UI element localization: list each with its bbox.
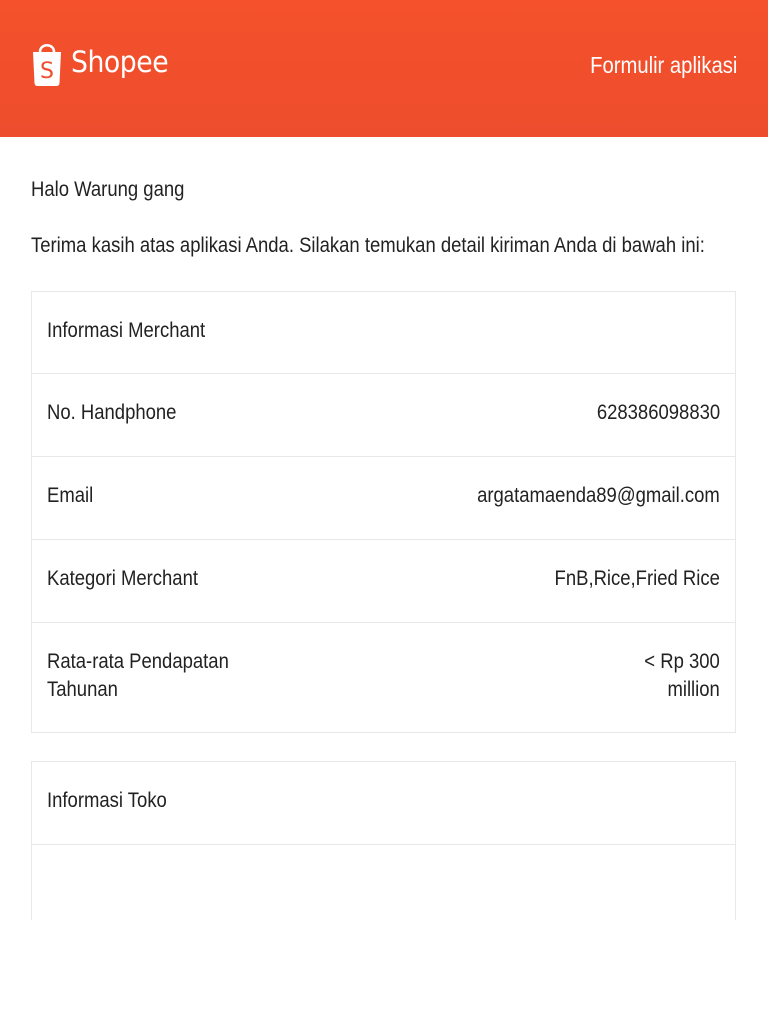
page-bottom-blank — [0, 920, 768, 1024]
store-row-empty — [32, 845, 735, 931]
svg-text:S: S — [40, 59, 54, 84]
section-title: Informasi Toko — [47, 789, 167, 812]
detail-row-revenue — [32, 623, 735, 733]
store-info-card — [31, 761, 736, 931]
row-value: FnB,Rice,Fried Rice — [554, 567, 720, 590]
page-title: Formulir aplikasi — [589, 52, 737, 78]
intro-text: Terima kasih atas aplikasi Anda. Silakan temukan detail kiriman Anda di bawah ini: — [31, 234, 705, 257]
header-bar — [0, 0, 768, 137]
detail-row-category — [32, 540, 735, 623]
row-value: 628386098830 — [596, 401, 720, 424]
row-value-email-link[interactable]: argatamaenda89@gmail.com — [477, 484, 720, 507]
detail-row-phone — [32, 374, 735, 457]
row-value-line: < Rp 300 — [644, 650, 720, 673]
shopee-logo[interactable] — [31, 36, 177, 88]
merchant-info-card — [31, 291, 736, 733]
row-label — [47, 648, 229, 704]
row-label-line: Tahunan — [47, 678, 118, 701]
section-title: Informasi Merchant — [47, 319, 206, 342]
row-label: No. Handphone — [47, 401, 177, 424]
row-label: Kategori Merchant — [47, 567, 199, 590]
row-label: Email — [47, 484, 94, 507]
shopping-bag-icon — [31, 36, 63, 88]
section-header — [32, 292, 735, 374]
row-value-line: million — [667, 678, 720, 701]
greeting-text: Halo Warung gang — [31, 178, 185, 201]
row-value — [644, 648, 720, 704]
section-header — [32, 762, 735, 845]
row-label-line: Rata-rata Pendapatan — [47, 650, 229, 673]
detail-row-email — [32, 457, 735, 540]
brand-name: Shopee — [71, 44, 169, 79]
